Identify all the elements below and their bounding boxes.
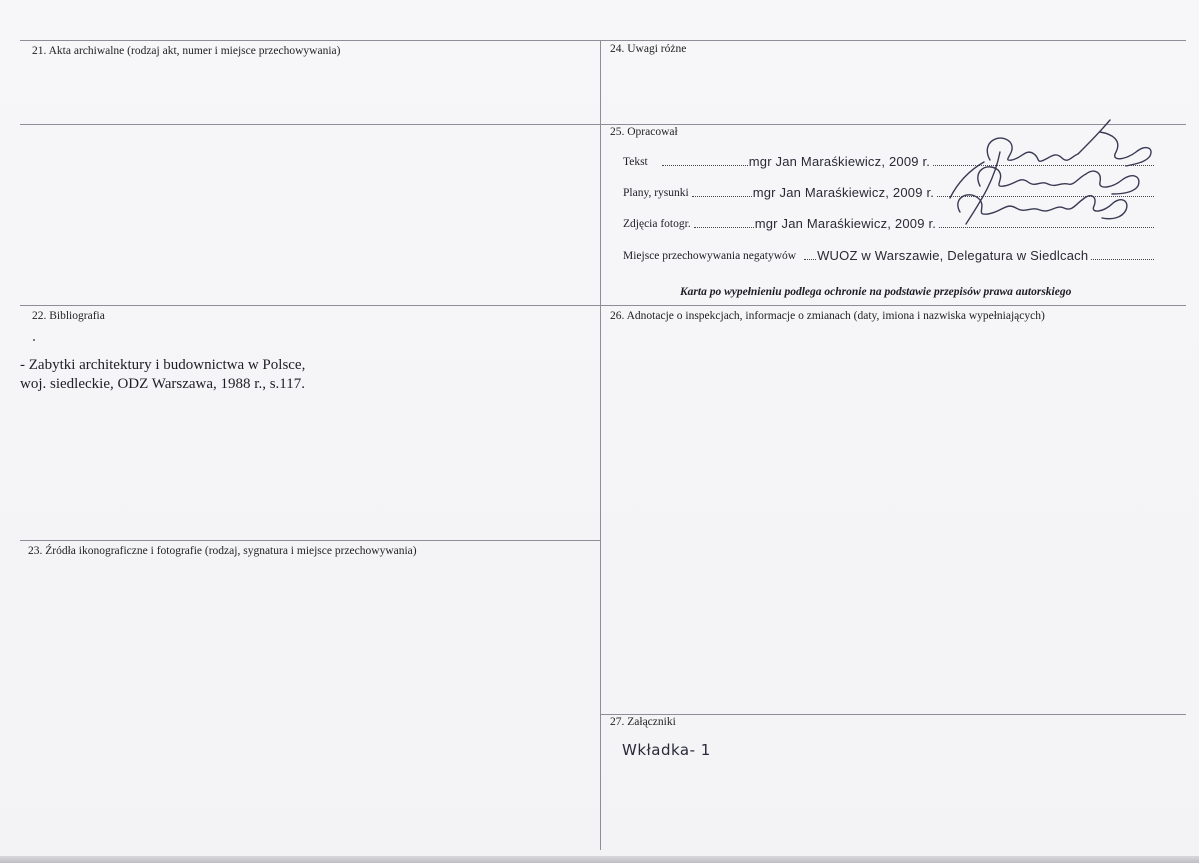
rule-under-s25 (20, 305, 1186, 306)
dotted-leader (694, 226, 754, 228)
negatives-location-row (623, 246, 1155, 264)
rule-under-s22 (20, 540, 600, 541)
author-row-value: WUOZ w Warszawie, Delegatura w Siedlcach (817, 248, 1089, 263)
s22-label: 22. Bibliografia (32, 310, 105, 322)
author-row-value: mgr Jan Maraśkiewicz, 2009 r. (748, 154, 931, 169)
attachments-value: Wkładka- 1 (622, 741, 711, 759)
copyright-note: Karta po wypełnieniu podlega ochronie na podstawie przepisów prawa autorskiego (680, 286, 1072, 298)
s27-label: 27. Załączniki (610, 716, 676, 728)
s25-label: 25. Opracował (610, 126, 678, 138)
top-rule (20, 40, 1186, 41)
author-row-value: mgr Jan Maraśkiewicz, 2009 r. (752, 185, 935, 200)
author-row-label: Zdjęcia fotogr. (623, 218, 691, 230)
center-divider (600, 40, 601, 850)
dotted-leader (1091, 258, 1154, 260)
s24-label: 24. Uwagi różne (610, 43, 687, 55)
ink-speck (33, 339, 35, 341)
s26-label: 26. Adnotacje o inspekcjach, informacje o zmianach (daty, imiona i nazwiska wypełniających) (610, 310, 1045, 322)
bibliography-line-2: woj. siedleckie, ODZ Warszawa, 1988 r., s.117. (20, 376, 305, 392)
bibliography-line-1: - Zabytki architektury i budownictwa w Polsce, (20, 357, 306, 373)
dotted-leader (662, 164, 748, 166)
page-edge (0, 856, 1199, 863)
author-row-label: Miejsce przechowywania negatywów (623, 250, 797, 262)
author-row-label: Plany, rysunki (623, 187, 689, 199)
author-row-value: mgr Jan Maraśkiewicz, 2009 r. (754, 216, 937, 231)
author-row-label: Tekst (623, 156, 648, 168)
dotted-leader (692, 195, 752, 197)
s21-label: 21. Akta archiwalne (rodzaj akt, numer i miejsce przechowywania) (32, 45, 341, 57)
dotted-leader (804, 258, 816, 260)
signature-scribble (940, 112, 1170, 232)
s23-label: 23. Źródła ikonograficzne i fotografie (rodzaj, sygnatura i miejsce przechowywania) (28, 545, 417, 557)
rule-above-s27 (600, 714, 1186, 715)
